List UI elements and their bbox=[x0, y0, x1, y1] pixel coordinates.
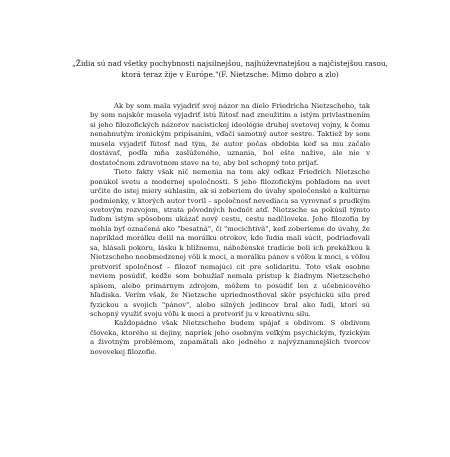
epigraph-quote: „Židia sú nad všetky pochybnosti najsilnejšou, najhúževnatejšou a najčistejšou rasou, ktorá teraz žije v Európe."(F. Nietzsche: Mimo dobro a zlo) bbox=[72, 59, 388, 79]
paragraph-1: Ak by som mala vyjadriť svoj názor na dielo Friedricha Nietzscheho, tak by som najskôr musela vyjadriť istú ľútosť nad zneužitím a istým privlastnením si jeho filozofických názorov nacistickej ideológie druhej svetovej vojny, k čomu nenahnutým ironickým pripísaním, vďačí samotný autor sestre. Taktiež by som musela vyjadriť ľútosť nad tým, že autor počas obdobia keď sa mu začalo dostávať, podľa mňa zaslúženého, uznania, bol ešte nažive, ale nie v dostatočnom zdravotnom stave na to, aby bol schopný toto prijať. bbox=[90, 102, 370, 167]
essay-body bbox=[90, 102, 370, 357]
paragraph-3: Každopádne však Nietzscheho budem spájať s obdivom. S obdivom človeka, ktorého si dejiny, napriek jeho osobným veľkým psychickým, fyzickým a životným problémom, zapamätali ako jedného z najvýznamnejších tvorcov novovekej filozofie. bbox=[90, 319, 370, 356]
paragraph-2: Tieto fakty však nič nemenia na tom aký odkaz Friedrich Nietzsche ponúkol svetu a modernej spoločnosti. S jeho filozofickým pohľadom na svet určite do istej miery súhlasím, ak si zoberiem do úvahy spoločenské a kultúrne podmienky, v ktorých autor tvoril – spoločnosť nevediaca sa vyrovnať s prudkým svetovým rozvojom, strata pôvodných hodnôt atď. Nietzsche sa pokúsil týmto ľuďom istým spôsobom ukázať nový cestu, cestu nadčloveka. Jeho filozofia by mohla byť označená ako "besatná", či "mocichtivá", keď zoberieme do úvahy, že napríklad morálku delil na morálku otrokov, kde ľudia mali súcit, podriaďovali sa, hlásali pokoru, lásku k blížnemu, náboženské tradície boli ich prekážkou k Nietzscheho neobmedzenej vôli k moci, a morálku pánov s vôľou k moci, s vôľou pretvoriť spoločnosť – filozof nemajúci cit pre solidaritu. Toto však osobne neviem posúdiť, keďže som bohužiaľ nemala prístup k žiadnym Nietzscheho spisom, alebo primárnym zdrojom, môžem to posúdiť len z učebnicového hľadiska. Verím však, že Nietzsche upriednostňoval skôr psychickú silu pred fyzickou a svojich "pánov", alebo silných jedincov bral ako ľudí, ktorí sú schopný využiť svoju vôľu k moci a pretvoriť ju v kreatívnu silu. bbox=[90, 168, 370, 318]
